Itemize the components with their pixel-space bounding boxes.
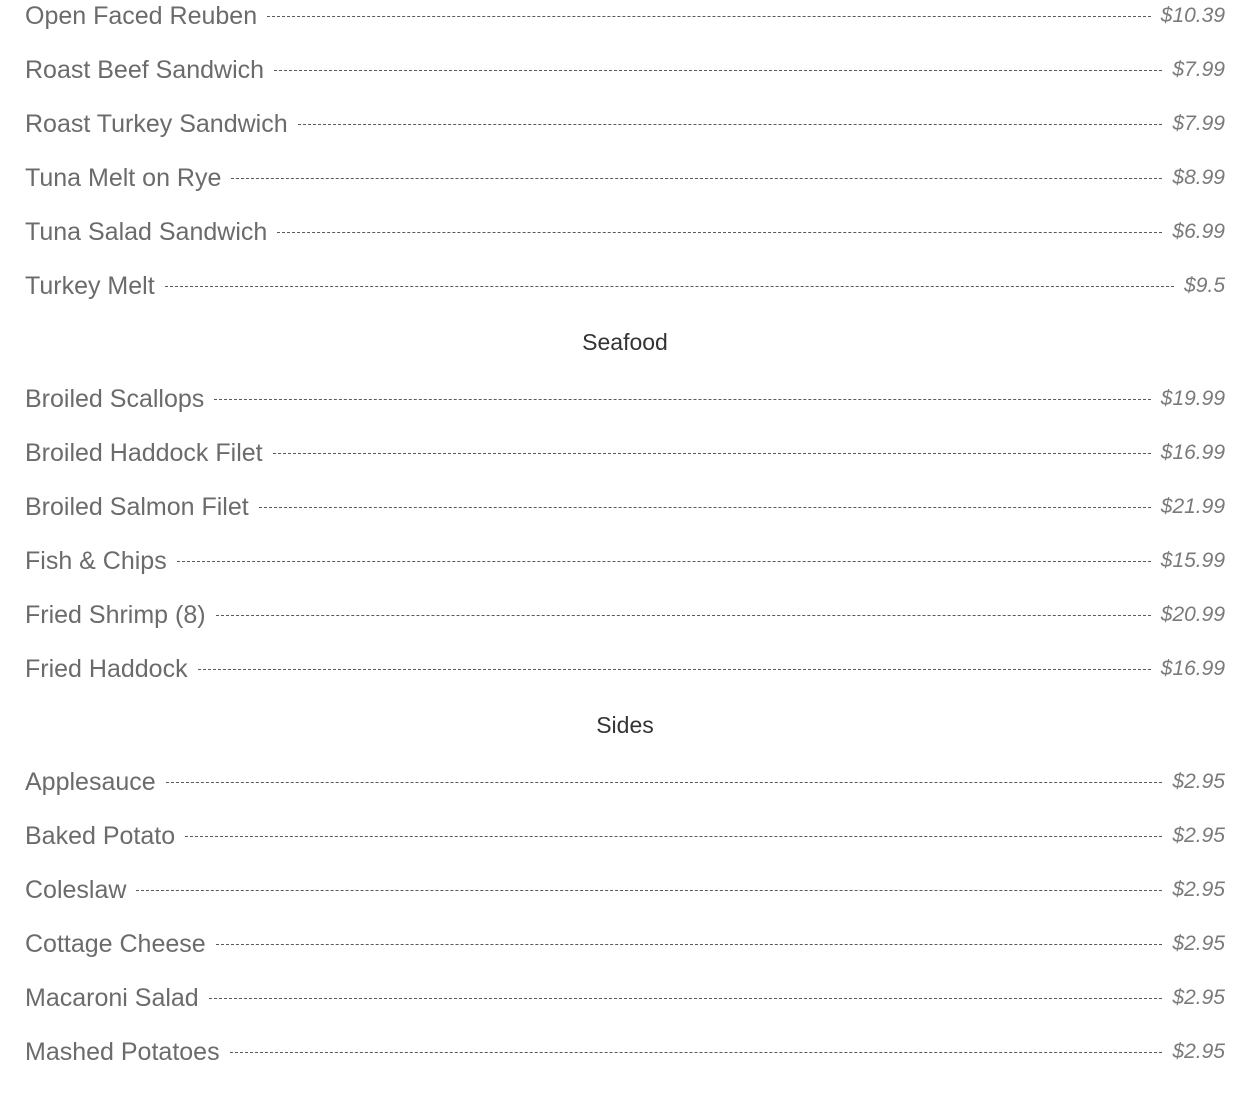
dotted-leader [185,836,1162,837]
item-name: Baked Potato [25,821,176,850]
dotted-leader [166,782,1163,783]
menu-item [25,642,1225,696]
menu-section [25,0,1225,313]
item-price: $19.99 [1160,387,1225,410]
item-name: Coleslaw [25,875,127,904]
item-name: Broiled Salmon Filet [25,492,249,521]
item-name: Tuna Melt on Rye [25,163,222,192]
menu-item [25,534,1225,588]
dotted-leader [214,399,1151,400]
menu-item [25,755,1225,809]
item-name: Broiled Haddock Filet [25,438,263,467]
menu-section [25,313,1225,696]
item-name: Cottage Cheese [25,929,206,958]
item-name: Roast Turkey Sandwich [25,109,288,138]
item-name: Broiled Scallops [25,384,205,413]
menu-item [25,863,1225,917]
item-name: Applesauce [25,767,156,796]
dotted-leader [165,286,1174,287]
menu-item [25,809,1225,863]
dotted-leader [273,453,1151,454]
item-name: Fried Haddock [25,654,188,683]
dotted-leader [259,507,1151,508]
item-price: $7.99 [1172,112,1225,135]
item-price: $21.99 [1160,495,1225,518]
item-price: $2.95 [1172,932,1225,955]
item-name: Mashed Potatoes [25,1037,220,1066]
item-price: $6.99 [1172,220,1225,243]
item-price: $16.99 [1160,441,1225,464]
menu-item [25,426,1225,480]
menu-item [25,588,1225,642]
menu-section [25,696,1225,1079]
dotted-leader [198,669,1151,670]
item-name: Turkey Melt [25,271,155,300]
menu-item [25,205,1225,259]
item-price: $8.99 [1172,166,1225,189]
dotted-leader [177,561,1151,562]
dotted-leader [136,890,1162,891]
item-price: $2.95 [1172,986,1225,1009]
section-heading: Seafood [582,329,668,355]
menu-item [25,372,1225,426]
menu-item [25,151,1225,205]
menu-item [25,0,1225,43]
item-name: Roast Beef Sandwich [25,55,265,84]
dotted-leader [216,615,1151,616]
item-price: $16.99 [1160,657,1225,680]
menu-item [25,259,1225,313]
dotted-leader [230,1052,1163,1053]
dotted-leader [298,124,1163,125]
menu-item [25,971,1225,1025]
item-name: Fried Shrimp (8) [25,600,206,629]
menu-item [25,43,1225,97]
menu-item [25,97,1225,151]
section-heading: Sides [596,712,654,738]
item-name: Fish & Chips [25,546,167,575]
item-price: $15.99 [1160,549,1225,572]
dotted-leader [231,178,1162,179]
dotted-leader [274,70,1162,71]
item-price: $10.39 [1160,4,1225,27]
dotted-leader [209,998,1163,999]
item-price: $9.5 [1184,274,1225,297]
dotted-leader [277,232,1162,233]
dotted-leader [267,16,1151,17]
item-name: Macaroni Salad [25,983,199,1012]
item-name: Tuna Salad Sandwich [25,217,268,246]
item-price: $2.95 [1172,824,1225,847]
menu-item [25,480,1225,534]
item-price: $2.95 [1172,770,1225,793]
item-name: Open Faced Reuben [25,1,258,30]
menu-list [25,0,1225,1079]
menu-item [25,1025,1225,1079]
menu-item [25,917,1225,971]
item-price: $7.99 [1172,58,1225,81]
item-price: $20.99 [1160,603,1225,626]
dotted-leader [216,944,1163,945]
item-price: $2.95 [1172,878,1225,901]
item-price: $2.95 [1172,1040,1225,1063]
